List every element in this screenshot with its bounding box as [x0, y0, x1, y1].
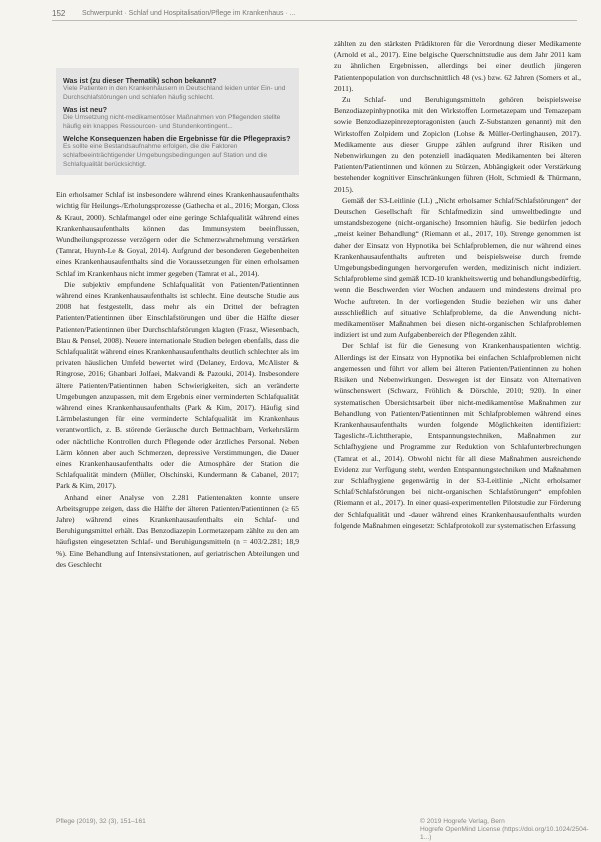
running-title: Schwerpunkt · Schlaf und Hospitalisation/Pflege im Krankenhaus · ... — [82, 9, 296, 17]
body-paragraph: zählten zu den stärksten Prädiktoren für die Verordnung dieser Medikamente (Arnold et al., 2017). Eine belgische Querschnittstudie aus dem Jahr 2011 kam zu ähnlichen Ergebnissen, allerdings bei einer deutlich jüngeren Patientenpopulation von durchschnittlich 48 (vs.) bzw. 62 Jahren (Somers et al., 2011). — [334, 39, 581, 93]
body-paragraph: Zu Schlaf- und Beruhigungsmitteln gehören beispielsweise Benzodiazepinhypnotika mit den Wirkstoffen Lormetazepam und Temazepam sowie Benzodiazepinrezeptoragonisten (auch Z-Substanzen genannt) mit den Wirkstoffen Zolpidem und Zopiclon (Lohse & Müller-Oerlinghausen, 2017). Medikamente aus dieser Gruppe zählen aufgrund ihrer Risiken und Nebenwirkungen zu den potenziell inadäquaten Medikamenten bei älteren Patienten/Patientinnen und können zu Stürzen, Abhängigkeit oder Verstärkung bestehender kognitiver Einschränkungen führen (Holt, Schmiedl & Thürmann, 2015). — [334, 95, 581, 194]
left-column — [56, 68, 299, 570]
box-question-1: Was ist (zu dieser Thematik) schon bekannt? — [63, 76, 217, 85]
license-line: Hogrefe OpenMind License (https://doi.org/10.1024/2504-1...) — [420, 826, 589, 841]
body-paragraph: Ein erholsamer Schlaf ist insbesondere während eines Krankenhausaufenthalts wichtig für Heilungs-/Erholungsprozesse (Gathecha et al., 2016; Morgan, Closs & Kraut, 2000). Schlafmangel oder eine geringe Schlafqualität während eines Krankenhausaufenthalts können das Immunsystem beeinflussen, Wundheilungsprozesse verzögern oder die Schmerzwahrnehmung verstärken (Tamrat, Huynh-Le & Goyal, 2014). Aufgrund der besonderen Gegebenheiten eines Krankenhausaufenthalts sind die Voraussetzungen für einen erholsamen Schlaf im Krankenhaus nicht immer gegeben (Tamrat et al., 2014). — [56, 190, 299, 278]
body-paragraph: Anhand einer Analyse von 2.281 Patientenakten konnte unsere Arbeitsgruppe zeigen, dass die Hälfte der älteren Patienten/Patientinnen (≥ 65 Jahre) während eines Krankenhausaufenthalts ein Schlaf- und Beruhigungsmittel erhält. Das Benzodiazepin Lormetazepam zählte zu den am häufigsten eingesetzten Schlaf- und Beruhigungsmitteln (n = 403/2.281; 18,9 %). Eine Behandlung auf Intensivstationen, auf geriatrischen Abteilungen und des Geschlecht — [56, 492, 299, 569]
page-number: 152 — [52, 8, 66, 18]
body-paragraph: Der Schlaf ist für die Genesung von Krankenhauspatienten wichtig. Allerdings ist der Einsatz von Hypnotika bei einfachen Schlafproblemen nicht angemessen und führt vor allem bei älteren Patienten/Patientinnen zu hohen Risiken und Nebenwirkungen. Deswegen ist der Einsatz von Alternativen wünschenswert (Schwarz, Fröhlich & Dörschle, 2010; 920). In einer systematischen Übersichtsarbeit über nicht-medikamentöse Maßnahmen zur Behandlung von Patienten/Patientinnen mit Schlafproblemen während eines Krankenhausaufenthalts wurden folgende Möglichkeiten identifiziert: Tageslicht-/Lichttherapie, Entspannungstechniken, Maßnahmen zur Schlafhygiene und Programme zur Reduktion von Schlafunterbrechungen (Tamrat et al., 2014). Obwohl nicht für all diese Maßnahmen ausreichende Evidenz zur Verfügung steht, werden Entspannungstechniken und Maßnahmen zur Schlafhygiene gegenwärtig in der S3-Leitlinie „Nicht erholsamer Schlaf/Schlafstörungen bei nicht-organischen Schlafstörungen“ empfohlen (Riemann et al., 2017). In einer quasi-experimentellen Pilotstudie zur Förderung der Schlafqualität und -dauer während eines Krankenhausaufenthalts wurden folgende Maßnahmen eingesetzt: Schlafprotokoll zur systematischen Erfassung — [334, 341, 581, 530]
box-answer-1: Viele Patienten in den Krankenhäusern in Deutschland leiden unter Ein- und Durchschlafstörungen und schlafen häufig schlecht. — [63, 85, 286, 101]
box-question-2: Was ist neu? — [63, 105, 108, 115]
copyright-notice — [420, 818, 590, 842]
key-points-box — [56, 68, 299, 175]
header-divider — [52, 20, 577, 21]
body-paragraph: Gemäß der S3-Leitlinie (LL) „Nicht erholsamer Schlaf/Schlafstörungen“ der Deutschen Gesellschaft für Schlafmedizin sind umweltbedingte und umstandsbezogene (nicht-organische) Insomnien häufig. Sie bedürfen jedoch „meist keiner Behandlung“ (Riemann et al., 2017, 10). Strenge genommen ist daher der Einsatz von Hypnotika bei Schlafproblemen, die nur während eines Krankenhausaufenthalts auftreten und beispielsweise durch fremde Umgebungsbedingungen hervorgerufen werden, medizinisch nicht indiziert. Schlafprobleme sind gemäß ICD-10 krankheitswertig und behandlungsbedürftig, wenn die Beschwerden vier Wochen andauern und mindestens dreimal pro Woche auftreten. In der vorliegenden Studie beziehen wir uns daher ausschließlich auf situative Schlafprobleme, da die Anwendung nicht-medikamentöser Maßnahmen bei diesen nicht-organischen Schlafproblemen indiziert ist und zum Aufgabenbereich der Pflegenden zählt. — [334, 195, 581, 340]
box-answer-2: Die Umsetzung nicht-medikamentöser Maßnahmen von Pflegenden stellte häufig ein knappes Ressourcen- und Stundenkontingent... — [63, 114, 281, 130]
running-header — [52, 6, 577, 20]
body-paragraph: Die subjektiv empfundene Schlafqualität von Patienten/Patientinnen während eines Krankenhausaufenthalts ist schlecht. Eine deutsche Studie aus 2008 hat festgestellt, dass mehr als ein Drittel der befragten Patienten/Patientinnen über Einschlafstörungen und über die Hälfte dieser Patienten/Patientinnen über Durchschlafstörungen klagten (Frasz, Wiesenbach, Blau & Pensel, 2008). Neuere internationale Studien belegen ebenfalls, dass die Schlafqualität während eines Krankenhausaufenthalts deutlich schlechter als im privaten häuslichen Umfeld bewertet wird (Delaney, Erdova, McAlister & Ringrose, 2016; Ghanbari Jolfaei, Makvandi & Pazouki, 2014). Insbesondere ältere Patienten/Patientinnen haben Schwierigkeiten, sich an veränderte Umgebungen anzupassen, mit dem Ergebnis einer verminderten Schlafqualität während eines Krankenhausaufenthalts (Park & Kim, 2017). Häufig sind Lärmbelastungen für eine verminderte Schlafqualität im Krankenhaus verantwortlich, z. B. störende Geräusche durch Bettnachbarn, Verkehrslärm oder nächtliche Kontrollen durch Pflegende oder ärztliches Personal. Neben Lärm können aber auch Schmerzen, depressive Verstimmungen, die Dauer eines Krankenhausaufenthalts oder die Atmosphäre der Station die Schlafqualität mindern (Müller, Olschinski, Kundermann & Cabanel, 2017; Park & Kim, 2017). — [56, 279, 299, 491]
journal-citation: Pflege (2019), 32 (3), 151–161 — [56, 818, 146, 825]
right-column — [334, 38, 581, 531]
box-question-3: Welche Konsequenzen haben die Ergebnisse für die Pflegepraxis? — [63, 134, 291, 144]
box-answer-3: Es sollte eine Bestandsaufnahme erfolgen, die die Faktoren schlafbeeinträchtigender Umgebungsbedingungen auf Station und die Schlafqualität berücksichtigt. — [63, 143, 268, 168]
copyright-line: © 2019 Hogrefe Verlag, Bern — [420, 818, 505, 825]
